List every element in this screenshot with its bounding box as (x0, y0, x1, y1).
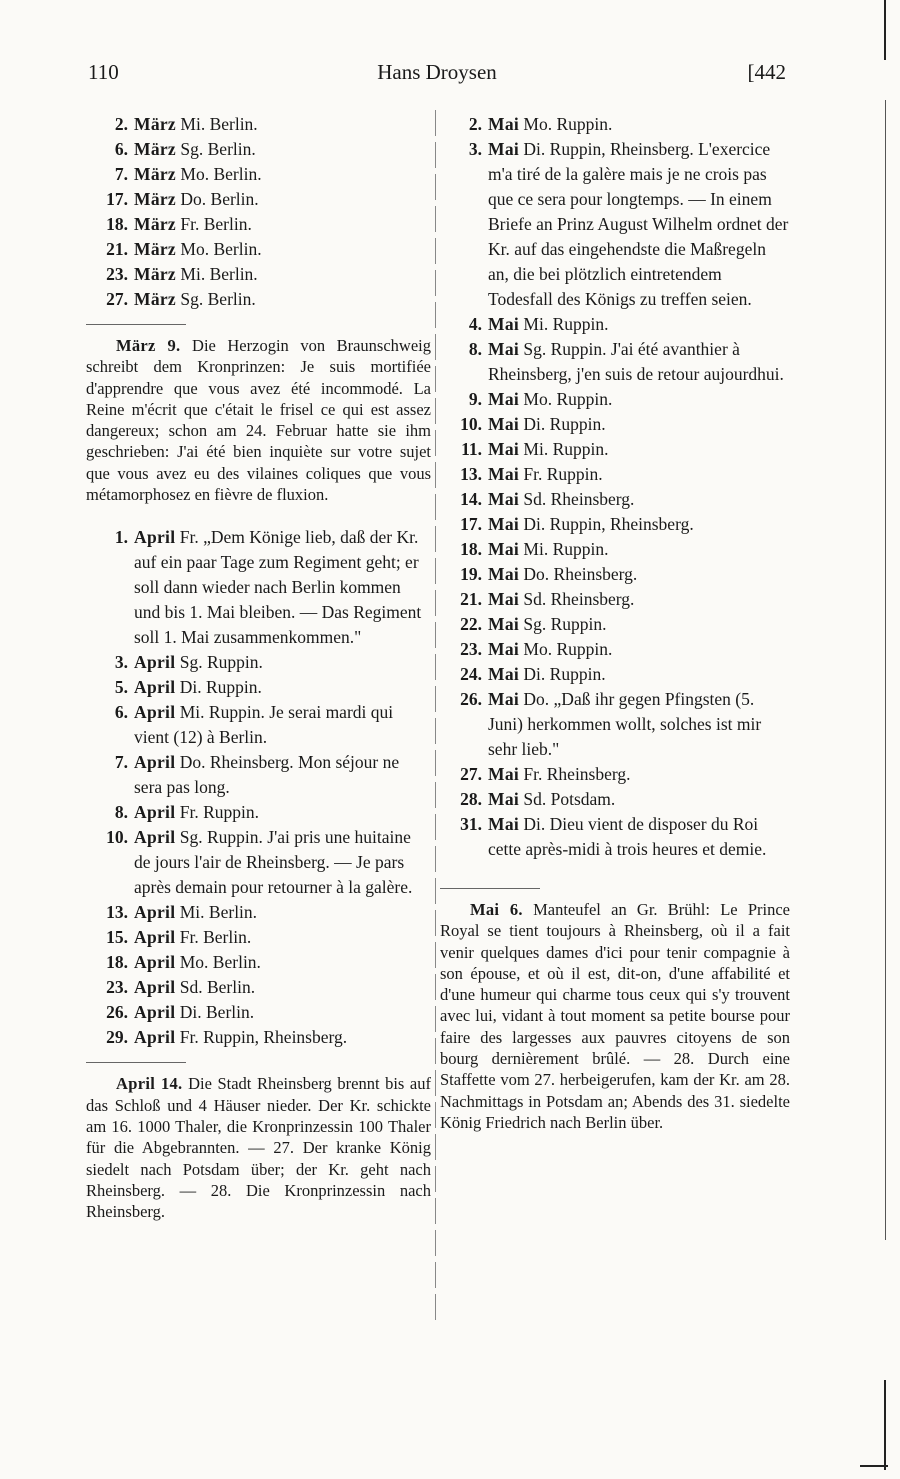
month-name: April (134, 927, 176, 948)
month-name: März (134, 114, 177, 134)
entry-body (128, 750, 431, 800)
month-name: April (134, 977, 176, 998)
entry-text: Mi. Berlin. (179, 902, 258, 923)
date-entry (440, 487, 790, 512)
date-entry (440, 337, 790, 387)
entry-body (128, 1000, 431, 1025)
entry-body (482, 637, 790, 662)
marz-list (86, 112, 431, 312)
entry-text: Sg. Ruppin. J'ai été avanthier à Rheinsberg, j'en suis de retour aujourdhui. (488, 339, 784, 384)
date-entry (86, 287, 431, 312)
entry-body (482, 662, 790, 687)
date-entry (86, 950, 431, 975)
month-name: Mai (488, 414, 520, 434)
date-entry (86, 237, 431, 262)
day-number: 31. (460, 814, 482, 834)
day-number: 23. (460, 639, 482, 659)
entry-text: Mo. Berlin. (180, 164, 262, 184)
entry-body (128, 900, 431, 925)
date-entry (440, 387, 790, 412)
entry-text: Di. Ruppin. (523, 414, 606, 434)
date-entry (86, 800, 431, 825)
entry-body (128, 525, 431, 650)
day-number: 11. (461, 439, 482, 459)
month-name: April (134, 652, 176, 673)
date-entry (86, 212, 431, 237)
day-number: 21. (460, 589, 482, 609)
month-name: Mai (488, 589, 520, 609)
entry-text: Sd. Rheinsberg. (523, 489, 635, 509)
entry-body (482, 612, 790, 637)
month-name: Mai (488, 314, 520, 334)
page-edge-line (860, 1465, 888, 1467)
entry-text: Sg. Ruppin. (179, 652, 263, 673)
date-entry (86, 975, 431, 1000)
note-marz-9 (86, 335, 431, 505)
entry-body (128, 287, 431, 312)
entry-text: Di. Dieu vient de disposer du Roi cette après-midi à trois heures et demie. (488, 814, 767, 859)
entry-body (128, 187, 431, 212)
date-entry (86, 900, 431, 925)
entry-text: Sg. Ruppin. J'ai pris une huitaine de jours l'air de Rheinsberg. — Je pars après demain pour retourner à la galère. (134, 827, 413, 898)
date-entry (440, 587, 790, 612)
entry-body (482, 387, 790, 412)
month-name: Mai (488, 389, 520, 409)
note-april-14 (86, 1073, 431, 1222)
month-name: Mai (488, 539, 520, 559)
entry-text: Do. Berlin. (180, 189, 259, 209)
entry-text: Do. „Daß ihr gegen Pfingsten (5. Juni) herkommen wollt, solches ist mir sehr lieb." (488, 689, 762, 759)
entry-text: Do. Rheinsberg. Mon séjour ne sera pas long. (134, 752, 400, 798)
entry-body (128, 700, 431, 750)
date-entry (440, 812, 790, 862)
day-number: 22. (460, 614, 482, 634)
entry-body (482, 787, 790, 812)
april-list (86, 525, 431, 1050)
entry-text: Sd. Potsdam. (523, 789, 616, 809)
day-number: 3. (468, 139, 482, 159)
month-name: April (134, 952, 176, 973)
month-name: April (134, 827, 176, 848)
day-number: 10. (460, 414, 482, 434)
day-number: 23. (106, 977, 128, 998)
entry-text: Fr. Berlin. (180, 214, 252, 234)
page-edge-line (884, 0, 886, 60)
date-entry (86, 262, 431, 287)
entry-text: Di. Ruppin, Rheinsberg. (523, 514, 694, 534)
entry-body (128, 212, 431, 237)
date-entry (440, 787, 790, 812)
date-entry (86, 525, 431, 650)
entry-body (482, 762, 790, 787)
day-number: 18. (106, 952, 128, 973)
entry-text: Sg. Berlin. (180, 289, 256, 309)
entry-body (482, 312, 790, 337)
date-entry (86, 700, 431, 750)
date-entry (86, 650, 431, 675)
entry-text: Di. Berlin. (179, 1002, 255, 1023)
date-entry (440, 462, 790, 487)
month-name: März (134, 139, 177, 159)
month-name: März (134, 189, 177, 209)
date-entry (86, 112, 431, 137)
note-text: Die Herzogin von Braunschweig schreibt dem Kronprinzen: Je suis mortifiée d'apprendre que vous avez été incommodé. La Reine m'écrit que c'était le frisel ce qui est assez dangereux; schon am 24. Februar hatte sie ihm geschrieben: J'ai été bien inquiète sur votre sujet que vous avez eu des vilaines coliques que vous métamorphosez en fièvre de fluxion. (86, 336, 432, 505)
month-name: Mai (488, 114, 520, 134)
entry-body (128, 950, 431, 975)
day-number: 15. (106, 927, 128, 948)
entry-text: Di. Ruppin. (523, 664, 606, 684)
month-name: Mai (488, 789, 520, 809)
entry-text: Fr. Rheinsberg. (523, 764, 631, 784)
entry-body (482, 337, 790, 387)
entry-body (128, 975, 431, 1000)
month-name: April (134, 527, 176, 548)
entry-text: Mi. Ruppin. (523, 314, 609, 334)
date-entry (440, 112, 790, 137)
month-name: März (134, 214, 177, 234)
date-entry (440, 662, 790, 687)
section-number: [442 (747, 60, 786, 84)
month-name: Mai (488, 514, 520, 534)
day-number: 29. (106, 1027, 128, 1048)
day-number: 18. (460, 539, 482, 559)
left-column (86, 112, 431, 1222)
day-number: 21. (106, 239, 128, 259)
day-number: 19. (460, 564, 482, 584)
date-entry (86, 825, 431, 900)
day-number: 8. (468, 339, 482, 359)
page-header (88, 60, 786, 94)
month-name: April (134, 902, 176, 923)
date-entry (86, 187, 431, 212)
month-name: April (134, 802, 176, 823)
day-number: 2. (468, 114, 482, 134)
entry-body (482, 487, 790, 512)
month-name: März (134, 264, 177, 284)
entry-body (482, 137, 790, 312)
month-name: Mai (488, 639, 520, 659)
month-name: Mai (488, 764, 520, 784)
day-number: 7. (114, 164, 128, 184)
entry-text: Mo. Berlin. (179, 952, 261, 973)
entry-body (128, 825, 431, 900)
entry-body (128, 925, 431, 950)
entry-text: Fr. Ruppin. (179, 802, 260, 823)
entry-body (482, 412, 790, 437)
entry-text: Sg. Ruppin. (523, 614, 607, 634)
note-text: Die Stadt Rheinsberg brennt bis auf das Schloß und 4 Häuser nieder. Der Kr. schickte am 16. 1000 Thaler, die Kronprinzessin 100 Thaler für die Abgebrannten. — 27. Der kranke König siedelt nach Potsdam über; der Kr. geht nach Rheinsberg. — 28. Die Kronprinzessin nach Rheinsberg. (86, 1074, 431, 1222)
entry-text: Sd. Berlin. (179, 977, 256, 998)
entry-text: Mo. Ruppin. (523, 639, 613, 659)
date-entry (440, 437, 790, 462)
note-mai-6 (440, 899, 790, 1133)
day-number: 17. (460, 514, 482, 534)
entry-text: Mi. Ruppin. (523, 439, 609, 459)
date-entry (440, 412, 790, 437)
day-number: 26. (460, 689, 482, 709)
day-number: 5. (114, 677, 128, 698)
section-rule (440, 888, 540, 889)
day-number: 26. (106, 1002, 128, 1023)
date-entry (440, 137, 790, 312)
month-name: April (134, 702, 176, 723)
entry-body (128, 237, 431, 262)
month-name: Mai (488, 439, 520, 459)
entry-text: Mo. Ruppin. (523, 114, 613, 134)
entry-body (482, 687, 790, 762)
date-entry (440, 762, 790, 787)
day-number: 23. (106, 264, 128, 284)
date-entry (440, 312, 790, 337)
month-name: Mai (488, 139, 520, 159)
day-number: 24. (460, 664, 482, 684)
entry-text: Sg. Berlin. (180, 139, 256, 159)
right-column (440, 112, 790, 1133)
entry-body (128, 262, 431, 287)
day-number: 8. (114, 802, 128, 823)
month-name: Mai (488, 339, 520, 359)
date-entry (440, 637, 790, 662)
day-number: 2. (114, 114, 128, 134)
section-rule (86, 1062, 186, 1063)
running-head: Hans Droysen (377, 60, 497, 84)
date-entry (86, 1025, 431, 1050)
month-name: Mai (488, 664, 520, 684)
date-entry (86, 1000, 431, 1025)
day-number: 6. (114, 702, 128, 723)
day-number: 27. (460, 764, 482, 784)
day-number: 17. (106, 189, 128, 209)
day-number: 10. (106, 827, 128, 848)
section-rule (86, 324, 186, 325)
entry-body (128, 675, 431, 700)
entry-body (128, 112, 431, 137)
entry-text: Mo. Ruppin. (523, 389, 613, 409)
date-entry (440, 612, 790, 637)
month-name: Mai (488, 564, 520, 584)
day-number: 6. (114, 139, 128, 159)
day-number: 13. (106, 902, 128, 923)
date-entry (440, 512, 790, 537)
page-edge-line (884, 1380, 886, 1470)
entry-body (482, 562, 790, 587)
entry-text: Fr. Berlin. (179, 927, 252, 948)
day-number: 13. (460, 464, 482, 484)
page-edge-line (885, 100, 886, 1240)
month-name: April (134, 752, 176, 773)
entry-body (128, 800, 431, 825)
entry-text: Fr. „Dem Könige lieb, daß der Kr. auf ein paar Tage zum Regiment geht; er soll dann wieder nach Berlin kommen und bis 1. Mai bleiben. — Das Regiment soll 1. Mai zusammenkommen." (134, 527, 422, 648)
entry-body (128, 162, 431, 187)
month-name: Mai (488, 464, 520, 484)
month-name: Mai (488, 814, 520, 834)
date-entry (86, 750, 431, 800)
entry-body (482, 437, 790, 462)
day-number: 27. (106, 289, 128, 309)
month-name: März (134, 164, 177, 184)
month-name: April (134, 677, 176, 698)
note-head: Mai 6. (470, 900, 523, 919)
entry-text: Fr. Ruppin, Rheinsberg. (179, 1027, 348, 1048)
month-name: Mai (488, 489, 520, 509)
month-name: Mai (488, 614, 520, 634)
entry-text: Sd. Rheinsberg. (523, 589, 635, 609)
entry-body (482, 512, 790, 537)
day-number: 14. (460, 489, 482, 509)
entry-body (482, 812, 790, 862)
month-name: Mai (488, 689, 520, 709)
entry-body (128, 137, 431, 162)
date-entry (440, 562, 790, 587)
entry-text: Mi. Berlin. (180, 114, 258, 134)
month-name: März (134, 239, 177, 259)
note-head: März 9. (116, 336, 181, 355)
month-name: März (134, 289, 177, 309)
day-number: 18. (106, 214, 128, 234)
date-entry (86, 675, 431, 700)
entry-body (128, 650, 431, 675)
day-number: 9. (468, 389, 482, 409)
entry-text: Di. Ruppin, Rheinsberg. L'exercice m'a tiré de la galère mais je ne crois pas que ce sera pour longtemps. — In einem Briefe an Prinz August Wilhelm ordnet der Kr. auf das eingehendste die Maßregeln an, die bei plötzlich eintretendem Todesfall des Königs zu treffen seien. (488, 139, 789, 309)
column-divider (435, 110, 436, 1320)
note-text: Manteufel an Gr. Brühl: Le Prince Royal se tient toujours à Rheinsberg, où il a fait venir quelques dames d'ici pour tenir compagnie à son épouse, et où il est, dit-on, d'une affabilité et d'une humeur qui charme tous ceux qui s'y trouvent avec lui, vidant à tout moment sa petite bourse pour faire des largesses aux pauvres citoyens de son bourg dernièrement brûlé. — 28. Durch eine Staffette vom 27. herbeigerufen, kam der Kr. am 28. Nachmittags in Potsdam an; Abends des 31. siedelte König Friedrich nach Berlin über. (440, 900, 790, 1132)
day-number: 3. (114, 652, 128, 673)
date-entry (440, 687, 790, 762)
entry-text: Mi. Ruppin. (523, 539, 609, 559)
entry-text: Mi. Berlin. (180, 264, 258, 284)
page-number: 110 (88, 60, 119, 84)
month-name: April (134, 1027, 176, 1048)
date-entry (440, 537, 790, 562)
entry-text: Mo. Berlin. (180, 239, 262, 259)
entry-text: Mi. Ruppin. Je serai mardi qui vient (12) à Berlin. (134, 702, 394, 748)
entry-body (482, 462, 790, 487)
day-number: 28. (460, 789, 482, 809)
entry-body (482, 587, 790, 612)
month-name: April (134, 1002, 176, 1023)
entry-body (482, 537, 790, 562)
mai-list (440, 112, 790, 862)
day-number: 4. (468, 314, 482, 334)
day-number: 1. (114, 527, 128, 548)
day-number: 7. (114, 752, 128, 773)
date-entry (86, 925, 431, 950)
entry-text: Do. Rheinsberg. (523, 564, 638, 584)
entry-text: Fr. Ruppin. (523, 464, 603, 484)
note-head: April 14. (116, 1074, 183, 1094)
entry-text: Di. Ruppin. (179, 677, 262, 698)
entry-body (128, 1025, 431, 1050)
entry-body (482, 112, 790, 137)
date-entry (86, 137, 431, 162)
date-entry (86, 162, 431, 187)
